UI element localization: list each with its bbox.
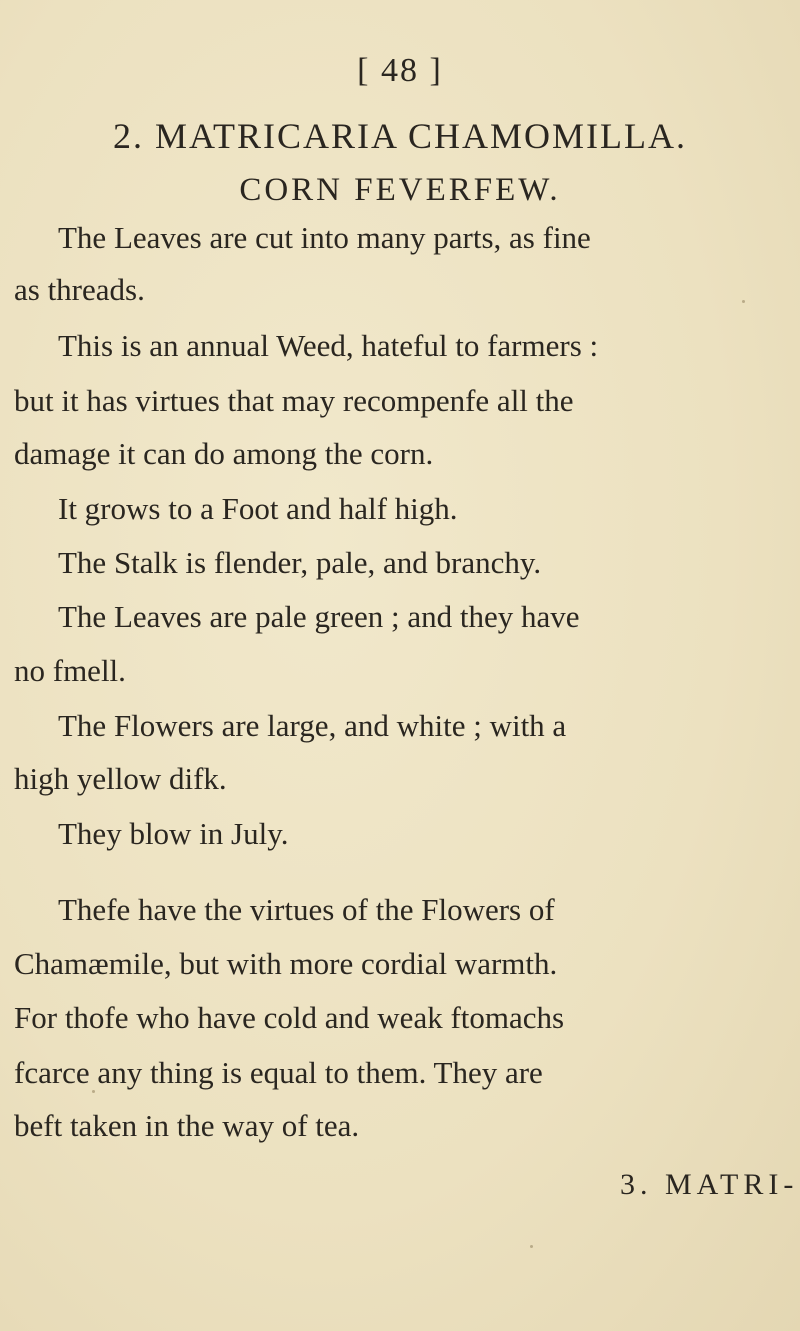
text-line: fcarce any thing is equal to them. They are: [14, 1055, 543, 1090]
text-line: The Leaves are pale green ; and they have: [58, 599, 580, 634]
text-line: The Stalk is flender, pale, and branchy.: [58, 545, 542, 580]
text-line: Thefe have the virtues of the Flowers of: [58, 892, 555, 927]
text-line: It grows to a Foot and half high.: [58, 491, 458, 526]
text-line: high yellow difk.: [14, 761, 227, 796]
catchword: 3. MATRI-: [620, 1168, 799, 1201]
text-line: The Leaves are cut into many parts, as fine: [58, 220, 591, 255]
text-line: This is an annual Weed, hateful to farmers :: [58, 328, 599, 363]
species-title: 2. MATRICARIA CHAMOMILLA.: [112, 116, 688, 156]
text-line: The Flowers are large, and white ; with a: [58, 708, 567, 743]
text-line: They blow in July.: [58, 816, 289, 851]
text-line: but it has virtues that may recompenfe all the: [14, 383, 574, 418]
text-line: no fmell.: [14, 653, 126, 688]
text-line: Chamæmile, but with more cordial warmth.: [14, 946, 558, 981]
page-number: [ 48 ]: [357, 52, 443, 89]
paper-speck: [530, 1245, 533, 1248]
text-line: damage it can do among the corn.: [14, 436, 434, 471]
text-line: beft taken in the way of tea.: [14, 1108, 360, 1143]
common-name-title: CORN FEVERFEW.: [239, 172, 561, 208]
text-line: as threads.: [14, 272, 145, 307]
text-line: For thofe who have cold and weak ftomachs: [14, 1000, 565, 1035]
paper-speck: [92, 1090, 95, 1093]
paper-speck: [742, 300, 745, 303]
